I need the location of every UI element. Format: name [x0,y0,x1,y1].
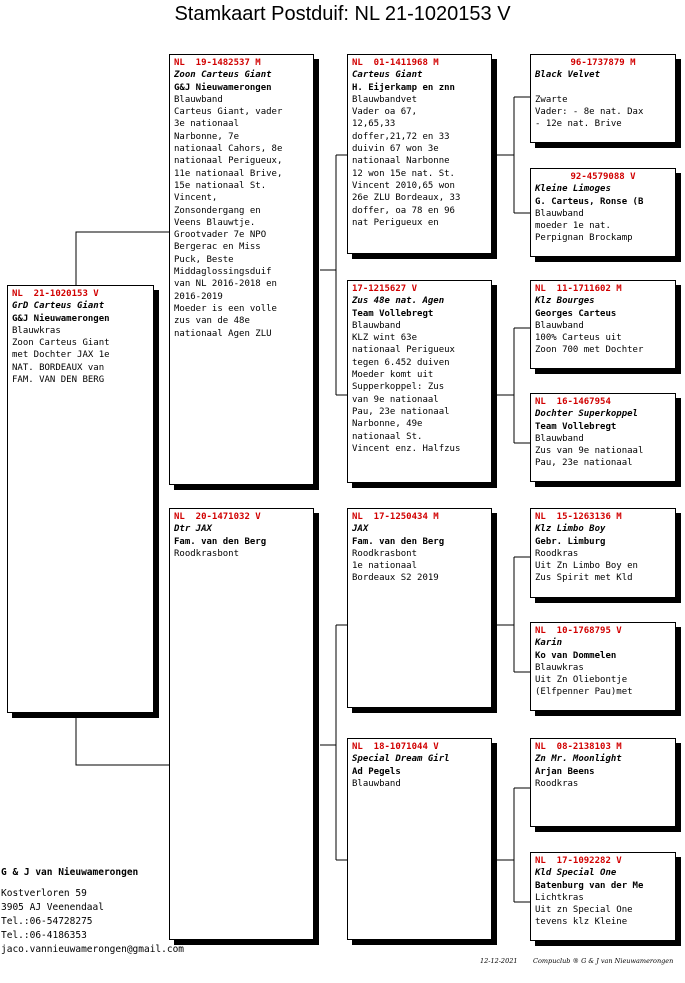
bird-card-ggp-5[interactable] [530,508,676,598]
breeder: G. Carteus, Ronse (B [535,196,644,207]
owner-name: G & J van Nieuwamerongen [1,867,139,878]
bird-name: Zus 48e nat. Agen [352,296,445,307]
breeder: Ad Pegels [352,766,401,777]
color: Blauwband [352,320,401,331]
breeder: Gebr. Limburg [535,536,606,547]
ring-number: NL 17-1250434 M [352,512,439,522]
color: Blauwband [535,208,584,219]
ring-number: 96-1737879 M [570,58,636,68]
ring-number: NL 11-1711602 M [535,284,622,294]
ring-number: NL 19-1482537 M [174,58,261,68]
page-title: Stamkaart Postduif: NL 21-1020153 V [174,3,511,25]
bird-card-ggp-2[interactable] [530,168,676,257]
ring-number: 17-1215627 V [352,284,418,294]
bird-name: Zoon Carteus Giant [174,70,272,81]
ring-number: 92-4579088 V [570,172,636,182]
breeder: Ko van Dommelen [535,650,617,661]
bird-card-ggp-1[interactable] [530,54,676,143]
bird-card-mother[interactable] [169,508,314,940]
bird-name: Kld Special One [535,868,617,879]
bird-name: Zn Mr. Moonlight [535,754,622,765]
bird-name: Klz Bourges [535,296,595,307]
description: Uit zn Special One tevens klz Kleine [535,905,633,928]
bird-name: GrD Carteus Giant [12,301,105,312]
bird-name: Dtr JAX [174,524,212,535]
owner-phone-2: Tel.:06-4186353 [1,930,87,941]
bird-card-ggp-4[interactable] [530,393,676,482]
color: Roodkras [535,548,579,559]
breeder: Team Vollebregt [535,421,617,432]
breeder: G&J Nieuwamerongen [174,82,272,93]
description: Carteus Giant, vader 3e nationaal Narbonne, 7e nationaal Cahors, 8e nationaal Perigueux, 11e nationaal Brive, 15e nationaal St. Vincent, Zonsondergang en Veens Blauwtje. Grootvader 7e NPO Bergerac en Miss Puck, Beste Middaglossingsduif van NL 2016-2018 en 2016-2019 Moeder is een volle zus van de 48e nationaal Agen ZLU [174,107,283,339]
breeder: Fam. van den Berg [352,536,445,547]
ring-number: NL 21-1020153 V [12,289,99,299]
color: Blauwband [174,94,223,105]
owner-info [1,866,184,957]
footer-date: 12-12-2021 [480,957,518,965]
ring-number: NL 15-1263136 M [535,512,622,522]
bird-card-grandmother-paternal[interactable] [347,280,492,483]
description: 100% Carteus uit Zoon 700 met Dochter [535,333,644,356]
description: Vader: - 8e nat. Dax - 12e nat. Brive [535,106,644,130]
ring-number: NL 17-1092282 V [535,856,622,866]
color: Blauwbandvet [352,94,418,105]
bird-name: Karin [535,638,563,649]
bird-card-father[interactable] [169,54,314,485]
breeder [535,82,671,94]
bird-name: Dochter Superkoppel [535,409,638,420]
ring-number: NL 10-1768795 V [535,626,622,636]
breeder: Team Vollebregt [352,308,434,319]
color: Lichtkras [535,892,584,903]
description: moeder 1e nat. Perpignan Brockamp [535,221,633,244]
color: Roodkras [535,778,579,789]
breeder: H. Eijerkamp en znn [352,82,455,93]
color: Zwarte [535,94,568,105]
bird-name: Black Velvet [535,70,601,81]
color: Blauwkras [535,662,584,673]
bird-card-grandfather-maternal[interactable] [347,508,492,708]
color: Roodkrasbont [174,548,240,559]
description: Uit Zn Limbo Boy en Zus Spirit met Kld [535,561,638,584]
bird-name: Kleine Limoges [535,184,611,195]
bird-card-ggp-7[interactable] [530,738,676,827]
color: Blauwband [535,320,584,331]
description: Uit Zn Oliebontje (Elfpenner Pau)met [535,675,633,698]
bird-card-grandmother-maternal[interactable] [347,738,492,940]
description: KLZ wint 63e nationaal Perigueux tegen 6.452 duiven Moeder komt uit Supperkoppel: Zus van 9e nationaal Pau, 23e nationaal Narbonne, 49e nationaal St. Vincent enz. Halfzus [352,333,461,454]
bird-card-ggp-8[interactable] [530,852,676,941]
description: Zoon Carteus Giant met Dochter JAX 1e NAT. BORDEAUX van FAM. VAN DEN BERG [12,338,110,386]
owner-address-city: 3905 AJ Veenendaal [1,902,104,913]
color: Blauwband [352,778,401,789]
bird-card-ggp-6[interactable] [530,622,676,711]
breeder: Batenburg van der Me [535,880,644,891]
breeder: Fam. van den Berg [174,536,267,547]
ring-number: NL 16-1467954 [535,397,611,407]
description: Zus van 9e nationaal Pau, 23e nationaal [535,446,644,469]
owner-address-street: Kostverloren 59 [1,888,87,899]
bird-card-ggp-3[interactable] [530,280,676,369]
breeder: Arjan Beens [535,766,595,777]
color: Roodkrasbont [352,548,418,559]
owner-phone-1: Tel.:06-54728275 [1,916,93,927]
bird-name: Klz Limbo Boy [535,524,606,535]
bird-card-subject[interactable] [7,285,154,713]
color: Blauwband [535,433,584,444]
breeder: G&J Nieuwamerongen [12,313,110,324]
bird-card-grandfather-paternal[interactable] [347,54,492,254]
footer-credit: Compuclub ® G & J van Nieuwamerongen [533,957,674,965]
owner-email[interactable]: jaco.vannieuwamerongen@gmail.com [1,944,185,955]
breeder: Georges Carteus [535,308,617,319]
description: Vader oa 67, 12,65,33 doffer,21,72 en 33 duivin 67 won 3e nationaal Narbonne 12 won 15e nat. St. Vincent 2010,65 won 26e ZLU Bordeaux, 33 doffer, oa 78 en 96 nat Perigueux en [352,107,461,228]
description: 1e nationaal Bordeaux S2 2019 [352,561,439,584]
bird-name: Carteus Giant [352,70,423,81]
bird-name: Special Dream Girl [352,754,450,765]
ring-number: NL 20-1471032 V [174,512,261,522]
bird-name: JAX [352,524,369,535]
ring-number: NL 08-2138103 M [535,742,622,752]
ring-number: NL 18-1071044 V [352,742,439,752]
color: Blauwkras [12,325,61,336]
ring-number: NL 01-1411968 M [352,58,439,68]
